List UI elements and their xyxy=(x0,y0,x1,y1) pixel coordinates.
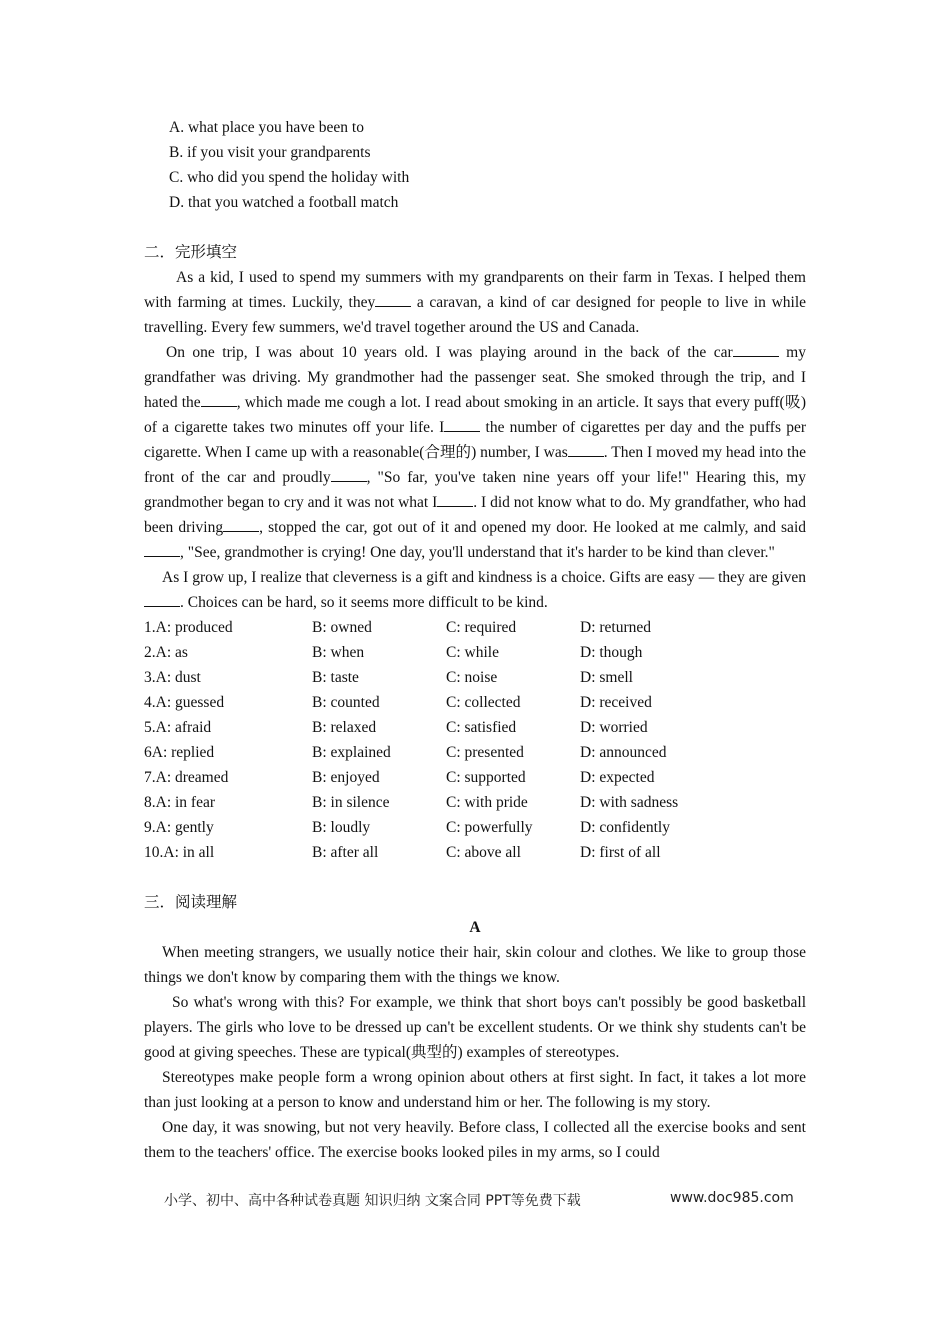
choice-d: D: received xyxy=(580,694,652,711)
choice-a: 3.A: dust xyxy=(144,669,201,686)
reading-paragraph: One day, it was snowing, but not very heavily. Before class, I collected all the exercise books and sent them to the teachers' office. The exercise books looked piles in my arms, so I could xyxy=(144,1119,806,1161)
answer-options xyxy=(169,115,806,215)
reading-paragraph: So what's wrong with this? For example, we think that short boys can't possibly be good basketball players. The girls who love to be dressed up can't be excellent students. Or we think shy students can't be good at giving speeches. These are typical(典型的) examples of stereotypes. xyxy=(144,994,806,1061)
choice-a: 2.A: as xyxy=(144,644,188,661)
cloze-paragraph-3: As I grow up, I realize that cleverness is a gift and kindness is a choice. Gifts are easy — they are given. Choices can be hard, so it seems more difficult to be kind. xyxy=(144,565,806,615)
choice-row xyxy=(144,665,678,690)
choice-b: B: owned xyxy=(312,619,372,636)
choices-table xyxy=(144,615,678,865)
choice-b: B: counted xyxy=(312,694,380,711)
blank-8 xyxy=(223,517,259,532)
choice-b: B: after all xyxy=(312,844,379,861)
choice-b: B: explained xyxy=(312,744,391,761)
choice-c: C: satisfied xyxy=(446,719,517,736)
choice-d: D: worried xyxy=(580,719,648,736)
choice-d: D: smell xyxy=(580,669,633,686)
choice-row xyxy=(144,740,678,765)
footer-text: 小学、初中、高中各种试卷真题 知识归纳 文案合同 PPT等免费下载 xyxy=(164,1193,581,1209)
choice-d: D: though xyxy=(580,644,643,661)
choice-a: 4.A: guessed xyxy=(144,694,225,711)
document-page xyxy=(144,115,806,1165)
cloze-paragraph-2: On one trip, I was about 10 years old. I was playing around in the back of the car my grandfather was driving. My grandmother had the passenger seat. She smoked through the trip, and I hated the , which made me cough a lot. I read about smoking in an article. It says that every puff(吸) of a cigarette takes two minutes off your life. I the number of cigarettes per day and the puffs per cigarette. When I came up with a reasonable(合理的) number, I was . Then I moved my head into the front of the car and proudly , "So far, you've taken nine years off your life!" Hearing this, my grandmother began to cry and it was not what I . I did not know what to do. My grandfather, who had been driving , stopped the car, got out of it and opened my door. He looked at me calmly, and said, "See, grandmother is crying! One day, you'll understand that it's harder to be kind than clever." xyxy=(144,344,806,561)
option-b: B. if you visit your grandparents xyxy=(169,144,371,161)
choice-c: C: noise xyxy=(446,669,498,686)
choice-b: B: relaxed xyxy=(312,719,377,736)
choice-b: B: when xyxy=(312,644,365,661)
blank-2 xyxy=(733,342,779,357)
choice-c: C: supported xyxy=(446,769,526,786)
choice-d: D: returned xyxy=(580,619,652,636)
choice-row xyxy=(144,715,678,740)
choice-c: C: collected xyxy=(446,694,521,711)
choice-row xyxy=(144,765,678,790)
blank-4 xyxy=(444,417,480,432)
blank-9 xyxy=(144,542,180,557)
choice-c: C: with pride xyxy=(446,794,528,811)
reading-paragraph: When meeting strangers, we usually notice their hair, skin colour and clothes. We like to group those things we don't know by comparing them with the things we know. xyxy=(144,944,806,986)
choice-a: 5.A: afraid xyxy=(144,719,212,736)
blank-1 xyxy=(375,292,411,307)
choice-c: C: powerfully xyxy=(446,819,533,836)
choice-a: 6A: replied xyxy=(144,744,215,761)
cloze-paragraph-1: As a kid, I used to spend my summers with my grandparents on their farm in Texas. I helped them with farming at times. Luckily, they a caravan, a kind of car designed for people to live in while travelling. Every few summers, we'd travel together around the US and Canada. xyxy=(144,269,807,336)
choice-row xyxy=(144,615,678,640)
choice-row xyxy=(144,640,678,665)
option-a: A. what place you have been to xyxy=(169,119,364,136)
blank-10 xyxy=(144,592,180,607)
choice-c: C: presented xyxy=(446,744,524,761)
choice-d: D: confidently xyxy=(580,819,670,836)
choice-d: D: with sadness xyxy=(580,794,679,811)
choice-a: 7.A: dreamed xyxy=(144,769,229,786)
cloze-section-title: 二．完形填空 xyxy=(144,244,238,261)
blank-3 xyxy=(201,392,237,407)
option-d: D. that you watched a football match xyxy=(169,194,399,211)
choice-c: C: while xyxy=(446,644,499,661)
choice-c: C: required xyxy=(446,619,517,636)
choice-d: D: expected xyxy=(580,769,655,786)
choice-a: 9.A: gently xyxy=(144,819,214,836)
choice-c: C: above all xyxy=(446,844,521,861)
choice-a: 8.A: in fear xyxy=(144,794,216,811)
choice-d: D: announced xyxy=(580,744,667,761)
reading-paragraph: Stereotypes make people form a wrong opinion about others at first sight. In fact, it takes a lot more than just looking at a person to know and understand him or her. The following is my story. xyxy=(144,1069,806,1111)
page-footer xyxy=(164,1190,804,1212)
choice-d: D: first of all xyxy=(580,844,661,861)
footer-url: www.doc985.com xyxy=(670,1190,794,1206)
blank-6 xyxy=(331,467,367,482)
choice-row xyxy=(144,840,678,865)
blank-5 xyxy=(568,442,604,457)
choice-a: 10.A: in all xyxy=(144,844,215,861)
choice-b: B: in silence xyxy=(312,794,390,811)
reading-section-title: 三．阅读理解 xyxy=(144,894,238,911)
choice-b: B: enjoyed xyxy=(312,769,380,786)
blank-7 xyxy=(437,492,473,507)
choice-row xyxy=(144,790,678,815)
choice-row xyxy=(144,690,678,715)
option-c: C. who did you spend the holiday with xyxy=(169,169,410,186)
choice-a: 1.A: produced xyxy=(144,619,233,636)
choice-row xyxy=(144,815,678,840)
choice-b: B: taste xyxy=(312,669,359,686)
passage-label: A xyxy=(469,919,481,936)
choice-b: B: loudly xyxy=(312,819,371,836)
